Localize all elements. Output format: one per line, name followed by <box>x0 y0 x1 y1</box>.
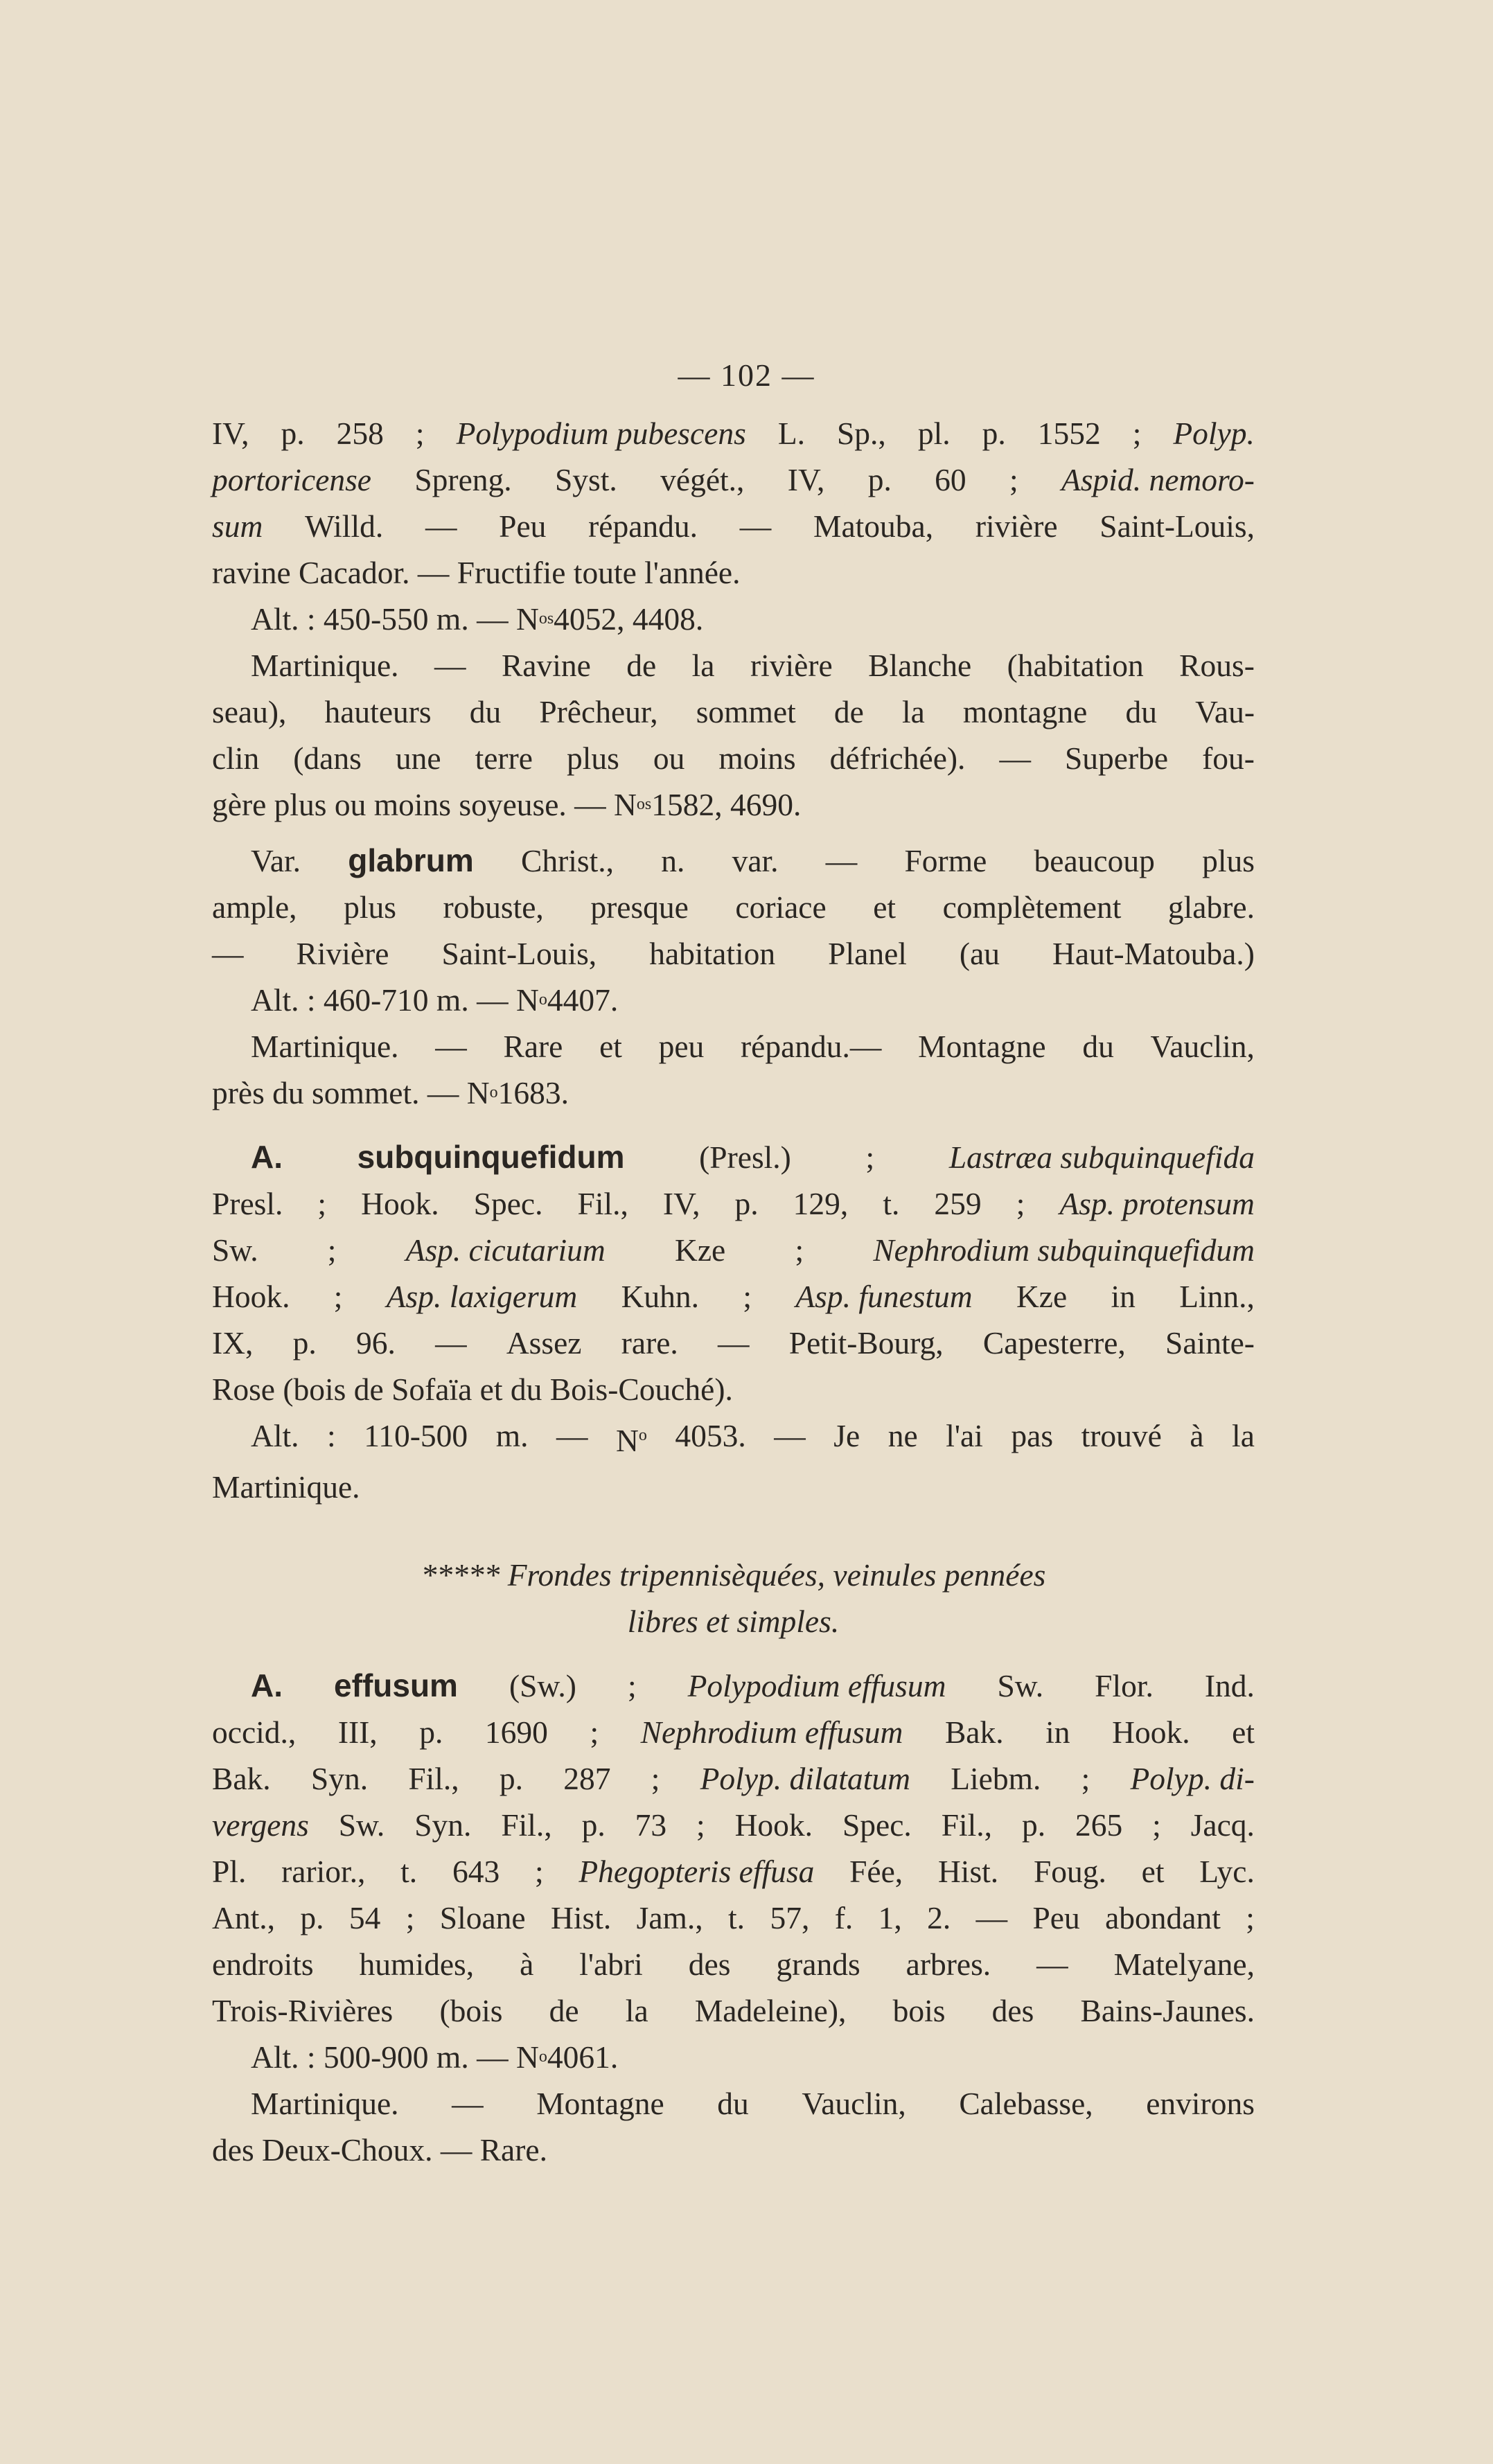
text-line: gère plus ou moins soyeuse. — N os 1582, 4690. <box>212 787 802 822</box>
text-line: Hook. ; Asp. laxigerum Kuhn. ; Asp. funestum Kze in Linn., <box>212 1279 1255 1314</box>
section-heading-line-2: libres et simples. <box>627 1604 840 1639</box>
text-line: — Rivière Saint-Louis, habitation Planel (au Haut-Matouba.) <box>212 936 1255 971</box>
section-heading <box>212 1552 1255 1598</box>
text-line: Alt. : 500-900 m. — N o 4061. <box>251 2039 619 2075</box>
text-line: ample, plus robuste, presque coriace et complètement glabre. <box>212 889 1255 925</box>
section-heading-line-1: ***** Frondes tripennisèquées, veinules pennées <box>421 1557 1046 1593</box>
text-line: occid., III, p. 1690 ; Nephrodium effusum Bak. in Hook. et <box>212 1714 1255 1750</box>
text-line: des Deux-Choux. — Rare. <box>212 2132 547 2168</box>
text-line: Pl. rarior., t. 643 ; Phegopteris effusa Fée, Hist. Foug. et Lyc. <box>212 1854 1255 1889</box>
text-line: Martinique. — Rare et peu répandu.— Montagne du Vauclin, <box>251 1029 1255 1064</box>
text-line: Ant., p. 54 ; Sloane Hist. Jam., t. 57, f. 1, 2. — Peu abondant ; <box>212 1900 1255 1935</box>
text-line: clin (dans une terre plus ou moins défrichée). — Superbe fou- <box>212 741 1255 776</box>
species-heading-line: A. subquinquefidum (Presl.) ; Lastræa subquinquefida <box>251 1139 1255 1175</box>
text-line: portoricense Spreng. Syst. végét., IV, p. 60 ; Aspid. nemoro- <box>212 462 1255 497</box>
text-line: Martinique. — Montagne du Vauclin, Calebasse, environs <box>251 2086 1255 2121</box>
variety-heading-line: Var. glabrum Christ., n. var. — Forme beaucoup plus <box>251 842 1255 878</box>
species-heading-line: A. effusum (Sw.) ; Polypodium effusum Sw. Flor. Ind. <box>251 1667 1255 1703</box>
page-body <box>212 410 1255 2173</box>
text-line: Bak. Syn. Fil., p. 287 ; Polyp. dilatatum Liebm. ; Polyp. di- <box>212 1761 1255 1796</box>
text-line: Martinique. <box>212 1469 360 1505</box>
text-line: IX, p. 96. — Assez rare. — Petit-Bourg, Capesterre, Sainte- <box>212 1325 1255 1360</box>
text-line: Martinique. — Ravine de la rivière Blanche (habitation Rous- <box>251 648 1255 683</box>
text-line: Sw. ; Asp. cicutarium Kze ; Nephrodium subquinquefidum <box>212 1232 1255 1268</box>
text-line: seau), hauteurs du Prêcheur, sommet de la montagne du Vau- <box>212 694 1255 729</box>
text-line: ravine Cacador. — Fructifie toute l'année. <box>212 555 741 590</box>
text-line: Alt. : 450-550 m. — N os 4052, 4408. <box>251 601 704 637</box>
text-line: endroits humides, à l'abri des grands arbres. — Matelyane, <box>212 1947 1255 1982</box>
text-line: Presl. ; Hook. Spec. Fil., IV, p. 129, t. 259 ; Asp. protensum <box>212 1186 1255 1221</box>
text-line: sum Willd. — Peu répandu. — Matouba, rivière Saint-Louis, <box>212 508 1255 544</box>
text-line: Alt. : 460-710 m. — N o 4407. <box>251 982 619 1018</box>
page-number: — 102 — <box>678 357 815 393</box>
text-line: Rose (bois de Sofaïa et du Bois-Couché). <box>212 1372 733 1407</box>
text-line: Alt. : 110-500 m. — $N^o$ 4053. — Je ne l'ai pas trouvé à la <box>251 1418 1255 1458</box>
text-line: près du sommet. — N o 1683. <box>212 1075 569 1110</box>
text-line: IV, p. 258 ; Polypodium pubescens L. Sp., pl. p. 1552 ; Polyp. <box>212 416 1255 451</box>
section-heading-cont <box>212 1598 1255 1645</box>
text-line: Trois-Rivières (bois de la Madeleine), bois des Bains-Jaunes. <box>212 1993 1255 2028</box>
text-line: vergens Sw. Syn. Fil., p. 73 ; Hook. Spec. Fil., p. 265 ; Jacq. <box>212 1807 1255 1843</box>
